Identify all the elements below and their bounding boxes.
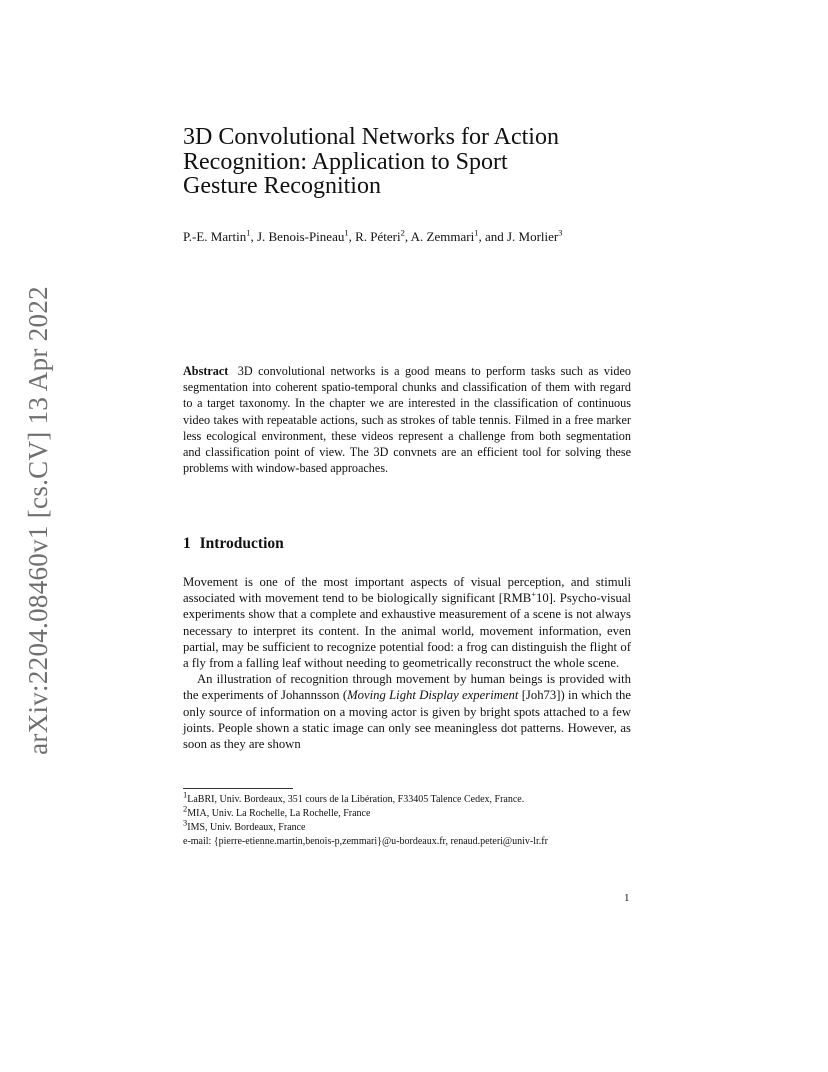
author-name: A. Zemmari	[410, 229, 475, 244]
footnote-mark: 2	[183, 803, 188, 814]
intro-p2-italic: Moving Light Display experiment	[347, 688, 519, 703]
page-number: 1	[624, 892, 630, 904]
author-affiliation-mark: 3	[558, 227, 563, 238]
footnote-email	[183, 835, 653, 849]
arxiv-side-stamp	[18, 280, 58, 760]
author-separator: ,	[348, 229, 356, 244]
footnote-item	[183, 817, 653, 835]
footnote-text: IMS, Univ. Bordeaux, France	[187, 822, 306, 833]
intro-paragraph-1	[183, 574, 631, 671]
paper-title	[183, 125, 653, 199]
intro-p1-text-start: Movement is one of the most important aspects of visual perception, and stimuli associated with movement tend to be biologically significant [RMB	[183, 575, 631, 606]
title-line-3: Gesture Recognition	[183, 173, 381, 199]
footnote-text: MIA, Univ. La Rochelle, La Rochelle, France	[187, 808, 371, 819]
arxiv-identifier: arXiv:2204.08460v1 [cs.CV] 13 Apr 2022	[22, 285, 53, 755]
title-line-1: 3D Convolutional Networks for Action	[183, 124, 559, 150]
footnote-text: LaBRI, Univ. Bordeaux, 351 cours de la Libération, F33405 Talence Cedex, France.	[187, 794, 525, 805]
abstract-text: 3D convolutional networks is a good means to perform tasks such as video segmentation into coherent spatio-temporal chunks and classification of them with regard to a target taxonomy. In the chapter we are interested in the classification of continuous video takes with repeatable actions, such as strokes of table tennis. Filmed in a free marker less ecological environment, these videos represent a challenge from both segmentation and classification point of view. The 3D convnets are an efficient tool for solving these problems with window-based approaches.	[183, 364, 632, 476]
abstract	[183, 363, 631, 476]
footnotes	[183, 789, 653, 849]
author-affiliation-mark: 1	[246, 227, 251, 238]
intro-paragraph-2	[183, 671, 631, 752]
footnote-mark: 3	[183, 817, 188, 828]
title-line-2: Recognition: Application to Sport	[183, 148, 508, 175]
section-heading-introduction	[183, 535, 284, 553]
author-list	[183, 228, 653, 246]
footnote-email-text: e-mail: {pierre-etienne.martin,benois-p,zemmari}@u-bordeaux.fr, renaud.peteri@univ-lr.fr	[183, 836, 548, 847]
author-separator: ,	[250, 229, 257, 244]
intro-p2-text-start: An illustration of recognition through movement by human beings is provided with the experiments of Johannsson (	[183, 672, 631, 703]
footnote-mark: 1	[183, 789, 188, 800]
footnote-divider	[183, 788, 293, 789]
author-name: J. Benois-Pineau	[256, 229, 345, 244]
author-name: R. Péteri	[355, 229, 401, 244]
abstract-label: Abstract	[183, 364, 229, 378]
introduction-body	[183, 574, 631, 752]
author-separator: , and	[478, 229, 507, 244]
author-name: J. Morlier	[506, 229, 559, 244]
author-affiliation-mark: 2	[400, 227, 405, 238]
author-affiliation-mark: 1	[474, 227, 479, 238]
footnote-item	[183, 803, 653, 821]
footnote-item	[183, 789, 653, 807]
intro-p1-text-end: 10]. Psycho-visual experiments show that a complete and exhaustive measurement of a scene is not always necessary to interpret its content. In the animal world, movement information, even partial, may be sufficient to recognize potential food: a frog can distinguish the flight of a fly from a falling leaf without needing to geometrically reconstruct the whole scene.	[183, 591, 631, 671]
citation-superscript: +	[531, 588, 536, 599]
intro-p2-text-end: [Joh73]) in which the only source of information on a moving actor is given by bright spots attached to a few joints. People shown a static image can only see meaningless dot patterns. However, as soon as they are shown	[183, 688, 631, 752]
section-title: Introduction	[199, 535, 284, 552]
section-number: 1	[183, 535, 191, 552]
author-separator: ,	[404, 229, 411, 244]
author-name: P.-E. Martin	[183, 229, 247, 244]
author-affiliation-mark: 1	[344, 227, 349, 238]
